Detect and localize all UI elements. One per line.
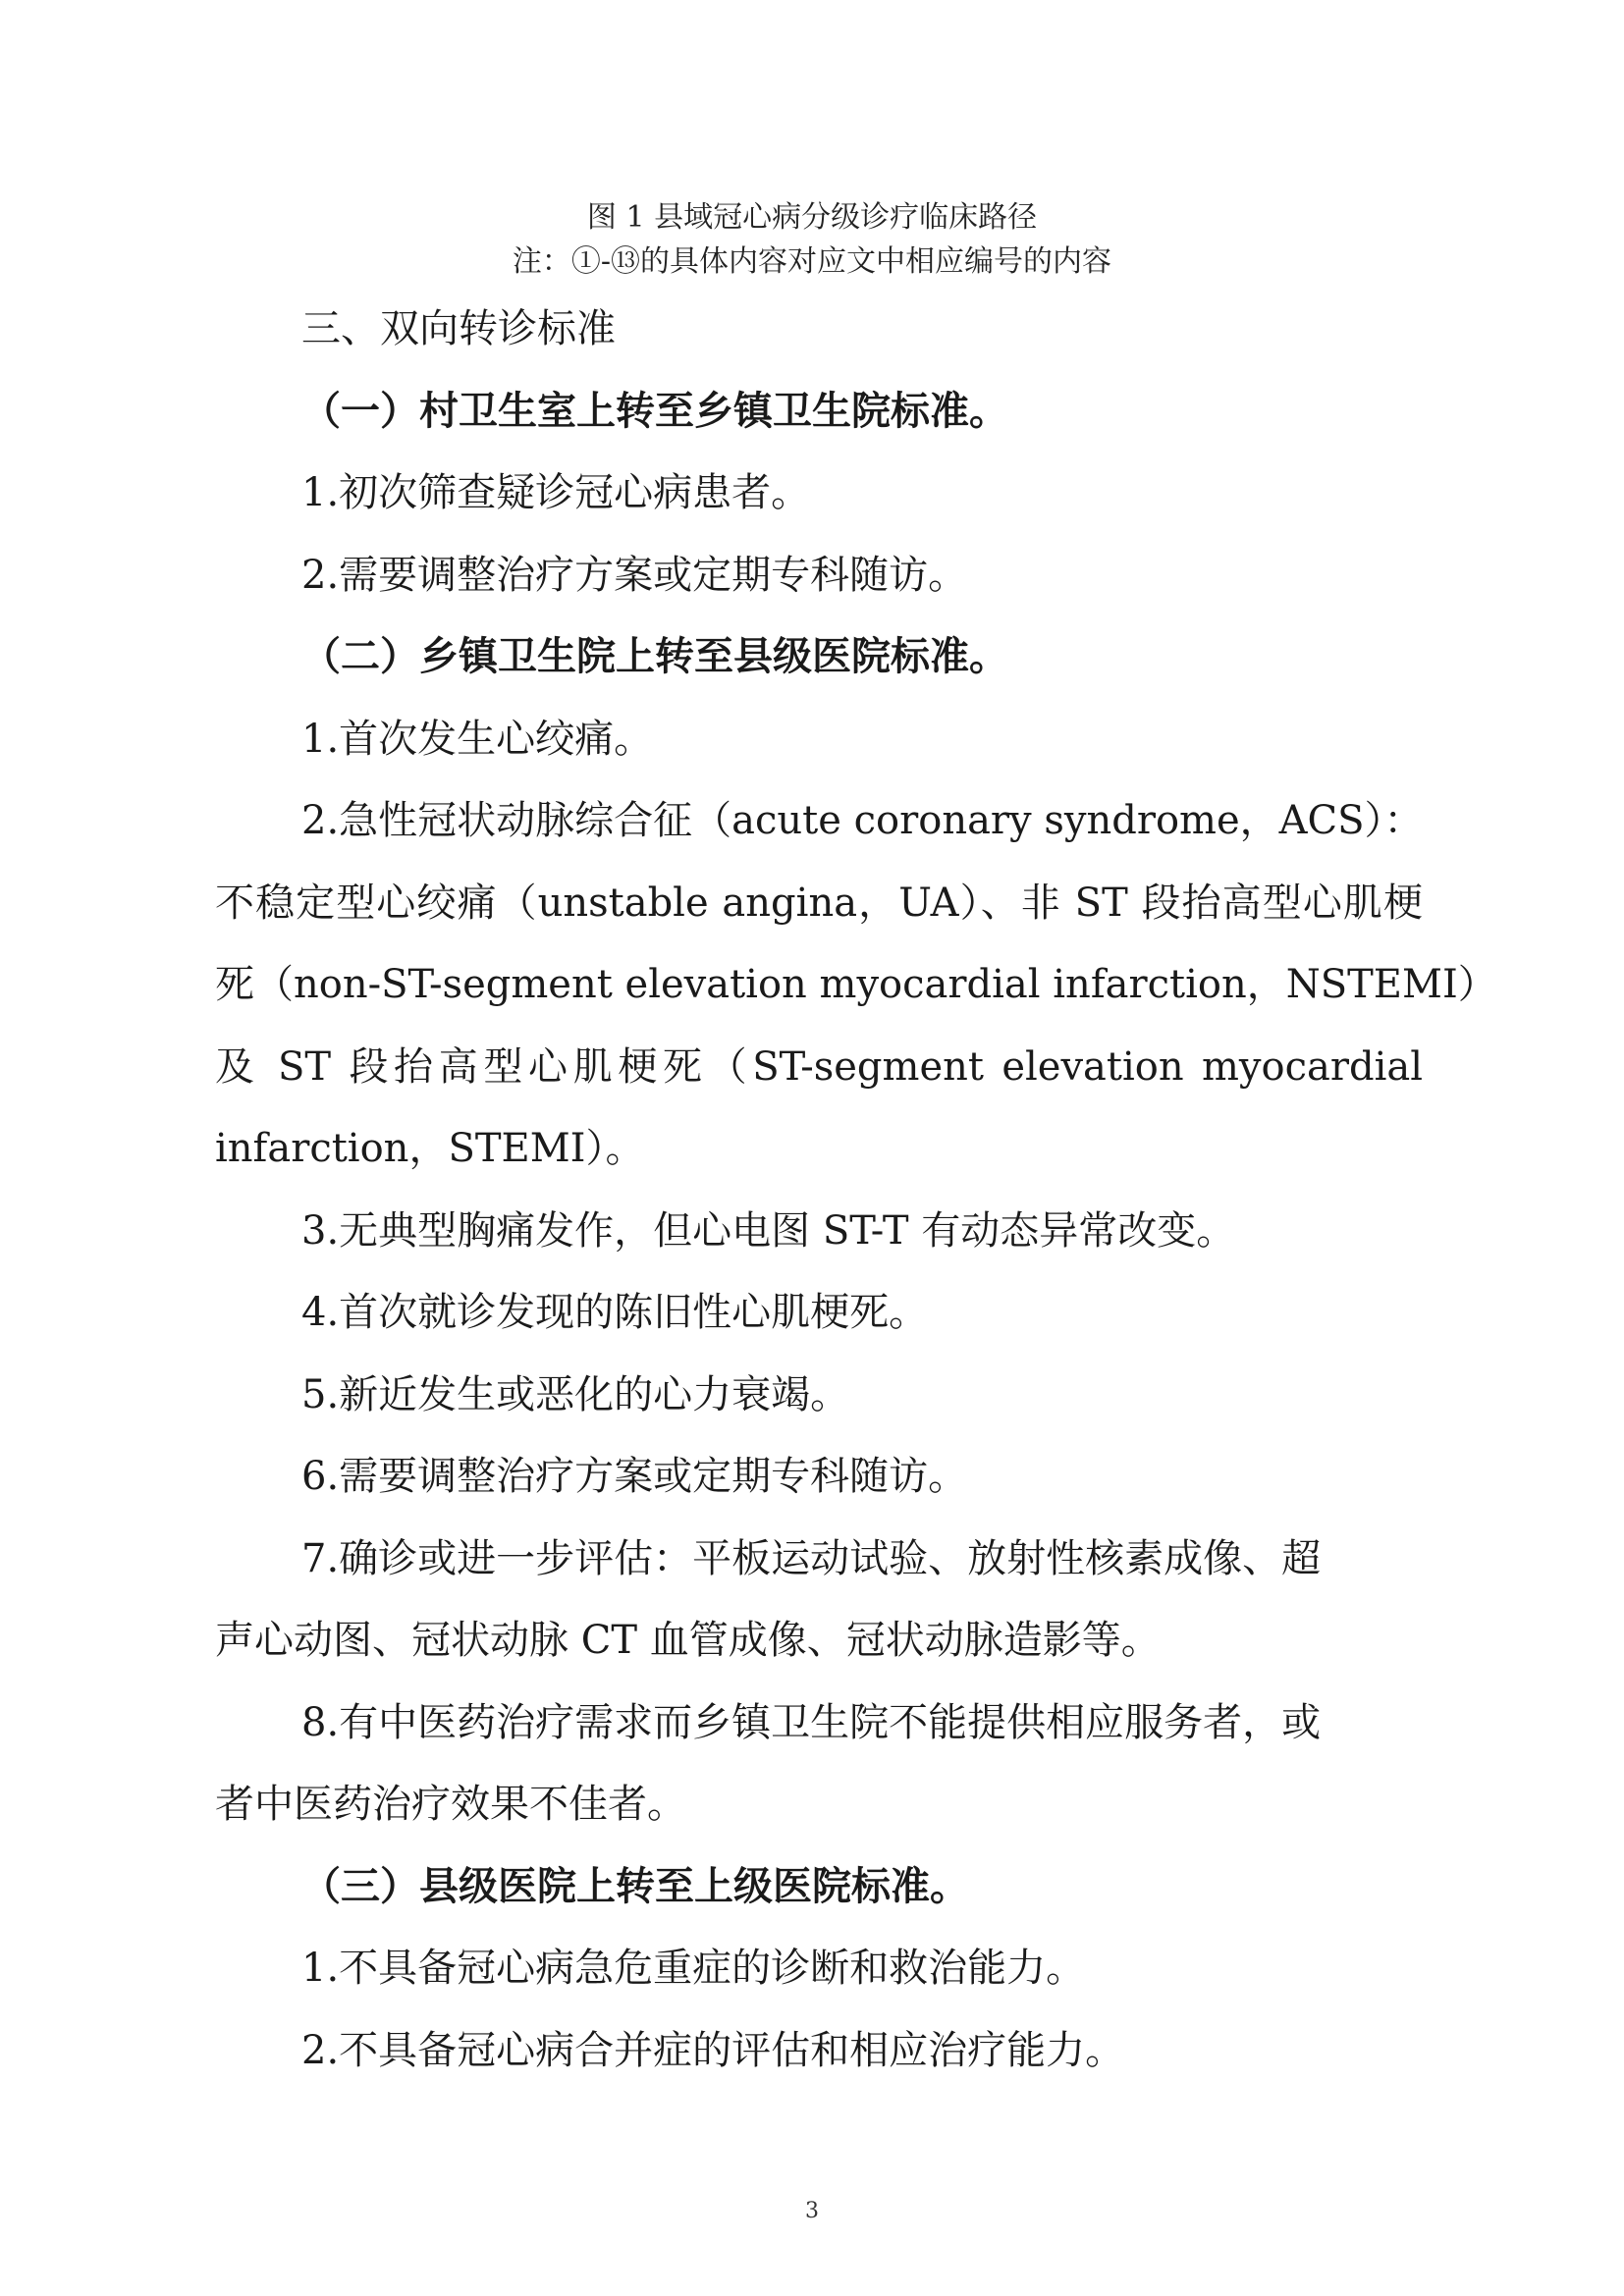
list-item: 2.不具备冠心病合并症的评估和相应治疗能力。 bbox=[301, 2028, 1125, 2073]
subsection-heading-3: （三）县级医院上转至上级医院标准。 bbox=[301, 1864, 969, 1909]
list-item-continuation: 死（non-ST-segment elevation myocardial infarction，NSTEMI） bbox=[215, 962, 1497, 1007]
list-item: 2.急性冠状动脉综合征（acute coronary syndrome，ACS）： bbox=[301, 798, 1424, 843]
list-item: 3.无典型胸痛发作，但心电图 ST-T 有动态异常改变。 bbox=[301, 1208, 1236, 1254]
subsection-heading-1: （一）村卫生室上转至乡镇卫生院标准。 bbox=[301, 389, 1008, 434]
list-item: 4.首次就诊发现的陈旧性心肌梗死。 bbox=[301, 1290, 929, 1335]
list-item: 7.确诊或进一步评估：平板运动试验、放射性核素成像、超 bbox=[301, 1536, 1322, 1581]
list-item: 6.需要调整治疗方案或定期专科随访。 bbox=[301, 1454, 968, 1499]
list-item-continuation: 及 ST 段抬高型心肌梗死（ST-segment elevation myocardial bbox=[215, 1044, 1423, 1090]
list-item: 1.初次筛查疑诊冠心病患者。 bbox=[301, 470, 811, 515]
section-title: 三、双向转诊标准 bbox=[301, 306, 616, 351]
list-item-continuation: 者中医药治疗效果不佳者。 bbox=[215, 1782, 686, 1827]
figure-note: 注：①-⑬的具体内容对应文中相应编号的内容 bbox=[512, 244, 1112, 279]
subsection-heading-2: （二）乡镇卫生院上转至县级医院标准。 bbox=[301, 634, 1008, 679]
list-item: 8.有中医药治疗需求而乡镇卫生院不能提供相应服务者，或 bbox=[301, 1700, 1322, 1745]
list-item: 2.需要调整治疗方案或定期专科随访。 bbox=[301, 553, 968, 598]
page-number: 3 bbox=[805, 2199, 819, 2223]
list-item-continuation: infarction，STEMI）。 bbox=[215, 1126, 645, 1171]
list-item: 1.不具备冠心病急危重症的诊断和救治能力。 bbox=[301, 1946, 1086, 1991]
list-item: 1.首次发生心绞痛。 bbox=[301, 717, 654, 762]
list-item-continuation: 不稳定型心绞痛（unstable angina，UA）、非 ST 段抬高型心肌梗 bbox=[215, 881, 1423, 926]
list-item-continuation: 声心动图、冠状动脉 CT 血管成像、冠状动脉造影等。 bbox=[215, 1618, 1161, 1663]
figure-caption: 图 1 县域冠心病分级诊疗临床路径 bbox=[586, 200, 1038, 235]
list-item: 5.新近发生或恶化的心力衰竭。 bbox=[301, 1372, 850, 1417]
